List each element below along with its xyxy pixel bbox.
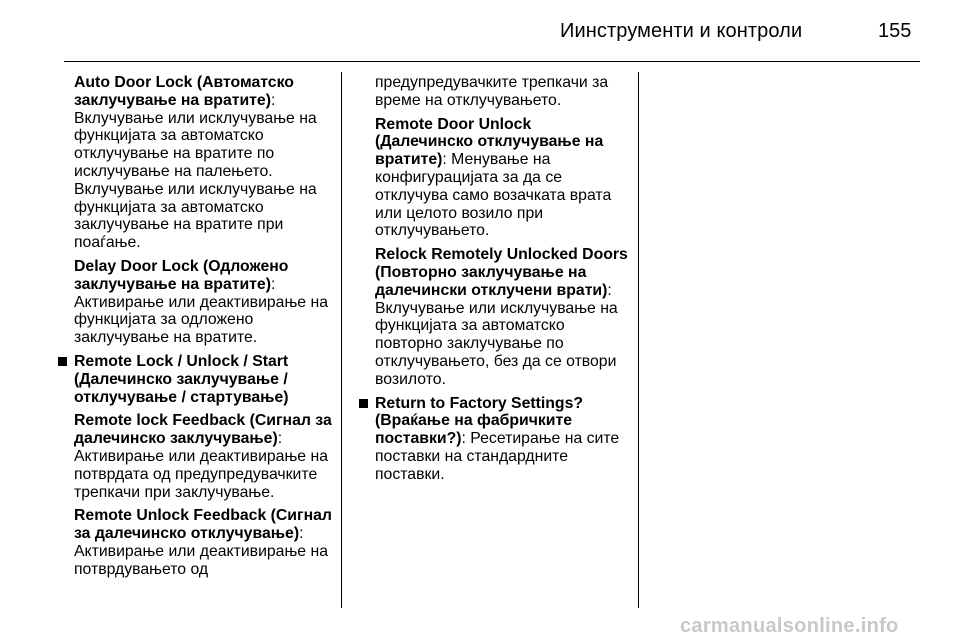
delay-door-lock-body: : Активирање или деактивирање на функцијата за одложено заклучување на вратите. bbox=[74, 275, 328, 347]
remote-unlock-feedback-title: Remote Unlock Feedback (Сигнал за далечинско отклучување) bbox=[74, 507, 332, 543]
text-column-1 bbox=[56, 74, 332, 585]
page-header-title: Иинструменти и контроли bbox=[560, 20, 803, 42]
remote-door-unlock-entry bbox=[357, 116, 631, 241]
auto-door-lock-body: : Вклучување или исклучување на функцијата за автоматско отклучување на вратите по исклучување на палењето. Вклучување или исклучување на функцијата за автоматско заклучување на вратите при поаѓање. bbox=[74, 91, 317, 252]
delay-door-lock-entry bbox=[56, 258, 332, 347]
remote-unlock-feedback-body: : Активирање или деактивирање на потврдувањето од bbox=[74, 525, 328, 578]
auto-door-lock-entry bbox=[56, 74, 332, 252]
factory-settings-bullet bbox=[357, 395, 631, 484]
remote-door-unlock-title: Remote Door Unlock (Далечинско отклучување на вратите) bbox=[375, 115, 604, 169]
relock-entry bbox=[357, 246, 631, 388]
column-divider-right bbox=[638, 72, 639, 608]
factory-settings-title: Return to Factory Settings? (Враќање на фабричките поставки?) bbox=[375, 394, 584, 448]
relock-body: : Вклучување или исклучување на функцијата за автоматско повторно заклучување по отклучувањето, без да се отвори возилото. bbox=[375, 281, 618, 388]
factory-settings-body: : Ресетирање на сите поставки на стандардните поставки. bbox=[375, 430, 620, 483]
auto-door-lock-title: Auto Door Lock (Автоматско заклучување на вратите) bbox=[74, 74, 294, 109]
page-number: 155 bbox=[878, 20, 912, 42]
text-column-2 bbox=[357, 74, 631, 490]
delay-door-lock-title: Delay Door Lock (Одложено заклучување на вратите) bbox=[74, 257, 289, 293]
remote-lock-feedback-entry bbox=[56, 412, 332, 501]
remote-lock-bullet bbox=[56, 353, 332, 406]
remote-lock-feedback-title: Remote lock Feedback (Сигнал за далечинско заклучување) bbox=[74, 412, 332, 448]
remote-lock-feedback-body: : Активирање или деактивирање на потврдата од предупредувачките трепкачи при заклучување. bbox=[74, 430, 328, 501]
bullet-square-icon bbox=[58, 357, 67, 366]
relock-title: Relock Remotely Unlocked Doors (Повторно заклучување на далечински отклучени врати) bbox=[375, 246, 628, 299]
watermark-text: carmanualsonline.info bbox=[680, 615, 899, 637]
column-divider-left bbox=[341, 72, 342, 608]
remote-lock-bullet-title: Remote Lock / Unlock / Start (Далечинско заклучување / отклучување / стартување) bbox=[74, 352, 289, 406]
bullet-square-icon bbox=[359, 399, 368, 408]
header-divider bbox=[64, 61, 920, 62]
remote-door-unlock-body: : Менување на конфигурацијата за да се отклучува само возачката врата или целото возило при отклучувањето. bbox=[375, 151, 612, 240]
remote-unlock-feedback-entry bbox=[56, 507, 332, 578]
continuation-text: предупредувачките трепкачи за време на отклучувањето. bbox=[375, 74, 609, 109]
